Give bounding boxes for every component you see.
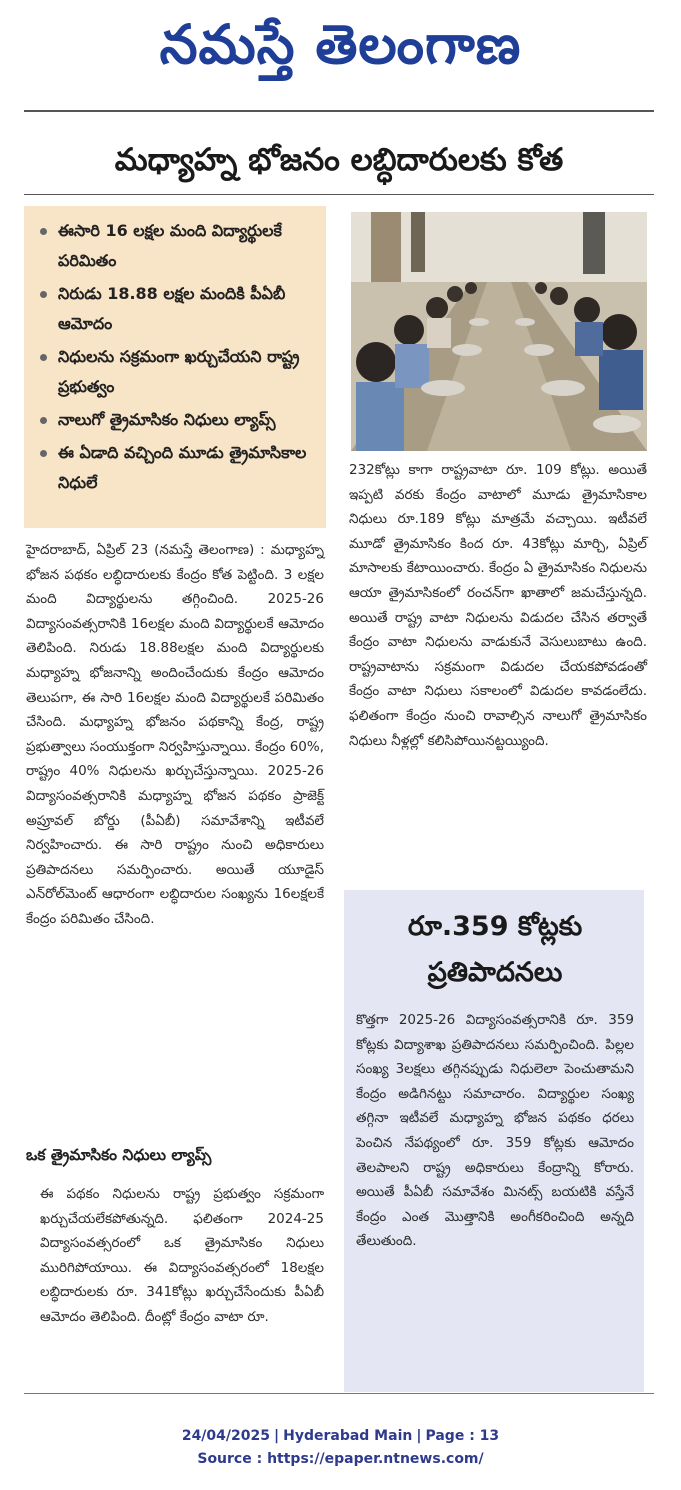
headline-divider — [24, 194, 654, 195]
highlights-box — [24, 206, 326, 528]
section-subheading: ఒక త్రైమాసికం నిధులు ల్యాప్స్ — [26, 1146, 212, 1164]
bottom-divider — [24, 1393, 654, 1394]
highlight-text: నిధులను సక్రమంగా ఖర్చుచేయని రాష్ట్ర ప్రభుత్వం — [58, 347, 300, 396]
sidebar-story-heading: రూ.359 కోట్లకు ప్రతిపాదనలు — [407, 911, 583, 988]
masthead — [0, 0, 681, 92]
article-body-right: 232కోట్లు కాగా రాష్ట్రవాటా రూ. 109 కోట్లు. అయితే ఇప్పటి వరకు కేంద్రం వాటాలో మూడు త్రైమాసికాల నిధులు రూ.189 కోట్లు మాత్రమే వచ్చాయి. ఇటీవలే మూడో త్రైమాసికం కింద రూ. 43కోట్లు మార్చి, ఏప్రిల్ మాసాలకు కేటాయించారు. కేంద్రం ఏ త్రైమాసికం నిధులను ఆయా త్రైమాసికంలో రంచన్‌గా ఖాతాలో జమచేస్తున్నది. అయితే రాష్ట్ర వాటా నిధులను విడుదల చేసిన తర్వాతే కేంద్రం వాటా నిధులను వాడుకునే వెసులుబాటు ఉంది. రాష్ట్రవాటాను సక్రమంగా విడుదల చేయకపోవడంతో కేంద్రం వాటా నిధులు సకాలంలో విడుదల కావడంలేదు. ఫలితంగా కేంద్రం నుంచి రావాల్సిన నాలుగో త్రైమాసికం నిధులు నీళ్లల్లో కలిసిపోయినట్టయ్యింది. — [349, 462, 647, 749]
highlight-text: నిరుడు 18.88 లక్షల మందికి పీఏబీ ఆమోదం — [58, 284, 286, 333]
highlights-list — [34, 216, 318, 498]
bullet-icon — [40, 417, 47, 424]
bullet-icon — [40, 450, 47, 457]
highlight-item — [34, 342, 318, 402]
footer-page: Page : 13 — [425, 1428, 500, 1444]
sidebar-story-body: కొత్తగా 2025-26 విద్యాసంవత్సరానికి రూ. 359 కోట్లకు విద్యాశాఖ ప్రతిపాదనలు సమర్పించింది. పిల్లల సంఖ్య 3లక్షలు తగ్గినప్పుడు నిధులెలా పెంచుతామని కేంద్రం అడిగినట్టు సమాచారం. విద్యార్థుల సంఖ్య తగ్గినా ఇటీవలే మధ్యాహ్న భోజన పథకం ధరలు పెంచిన నేపథ్యంలో రూ. 359 కోట్లకు ఆమోదం తెలపాలని రాష్ట్ర అధికారులు కేంద్రాన్ని కోరారు. అయితే పీఏబీ సమావేశం మినట్స్ బయటికి వస్తేనే కేంద్రం ఎంత మొత్తానికి అంగీకరించింది అన్నది తేలుతుంది. — [356, 1012, 634, 1250]
highlight-text: నాలుగో త్రైమాసికం నిధులు ల్యాప్స్ — [58, 410, 276, 429]
article-headline: మధ్యాహ్న భోజనం లబ్ధిదారులకు కోత — [114, 142, 564, 178]
highlight-item — [34, 438, 318, 498]
article-body-left: హైదరాబాద్, ఏప్రిల్ 23 (నమస్తే తెలంగాణ) : మధ్యాహ్న భోజన పథకం లబ్ధిదారులకు కేంద్రం కోత పెట్టింది. 3 లక్షల మంది విద్యార్థులను తగ్గించింది. 2025-26 విద్యాసంవత్సరానికి 16లక్షల మంది విద్యార్థులకే ఆమోదం తెలిపింది. నిరుడు 18.88లక్షల మంది విద్యార్థులకు మధ్యాహ్న భోజనాన్ని అందించేందుకు కేంద్రం ఆమోదం తెలుపగా, ఈ సారి 16లక్షల మంది విద్యార్థులకే పరిమితం చేసింది. మధ్యాహ్న భోజనం పథకాన్ని కేంద్ర, రాష్ట్ర ప్రభుత్వాలు సంయుక్తంగా నిర్వహిస్తున్నాయి. కేంద్రం 60%, రాష్ట్రం 40% నిధులను ఖర్చుచేస్తున్నాయి. 2025-26 విద్యాసంవత్సరానికి మధ్యాహ్న భోజన పథకం ప్రాజెక్ట్ అప్రూవల్ బోర్డు (పీఏబీ) సమావేశాన్ని ఇటీవలే నిర్వహించారు. ఈ సారి రాష్ట్రం నుంచి అధికారులు ప్రతిపాదనలు సమర్పించారు. అయితే యూడైస్ ఎన్‌రోల్‌మెంట్ ఆధారంగా లబ్ధిదారుల సంఖ్యను 16లక్షలకే కేంద్రం పరిమితం చేసింది. — [26, 542, 324, 927]
footer-edition: Hyderabad Main — [283, 1428, 413, 1444]
highlight-item — [34, 405, 318, 435]
bullet-icon — [40, 354, 47, 361]
footer-edition-line: 24/04/2025 | Hyderabad Main | Page : 13 — [181, 1428, 500, 1444]
masthead-logo: నమస్తే తెలంగాణ — [159, 12, 522, 76]
bullet-icon — [40, 291, 47, 298]
article-body-left-continued: ఈ పథకం నిధులను రాష్ట్ర ప్రభుత్వం సక్రమంగా ఖర్చుచేయలేకపోతున్నది. ఫలితంగా 2024-25 విద్యాసంవత్సరంలో ఒక త్రైమాసికం నిధులు మురిగిపోయాయి. ఈ విద్యాసంవత్సరంలో 18లక్షల లబ్ధిదారులకు రూ. 341కోట్లు ఖర్చుచేసేందుకు పీఏబీ ఆమోదం తెలిపింది. దీంట్లో కేంద్రం వాటా రూ. — [40, 1186, 324, 1325]
masthead-divider — [24, 110, 654, 112]
students-eating-photo — [351, 212, 647, 451]
highlight-item — [34, 216, 318, 276]
highlight-item — [34, 279, 318, 339]
highlight-text: ఈ ఏడాది వచ్చింది మూడు త్రైమాసికాల నిధులే — [58, 443, 307, 492]
page-footer — [0, 1425, 681, 1471]
footer-source: Source : https://epaper.ntnews.com/ — [197, 1451, 484, 1467]
highlight-text: ఈసారి 16 లక్షల మంది విద్యార్థులకే పరిమితం — [58, 221, 282, 270]
news-photo — [351, 212, 647, 451]
footer-date: 24/04/2025 — [181, 1428, 270, 1444]
bullet-icon — [40, 228, 47, 235]
sidebar-story-box — [344, 890, 644, 1392]
